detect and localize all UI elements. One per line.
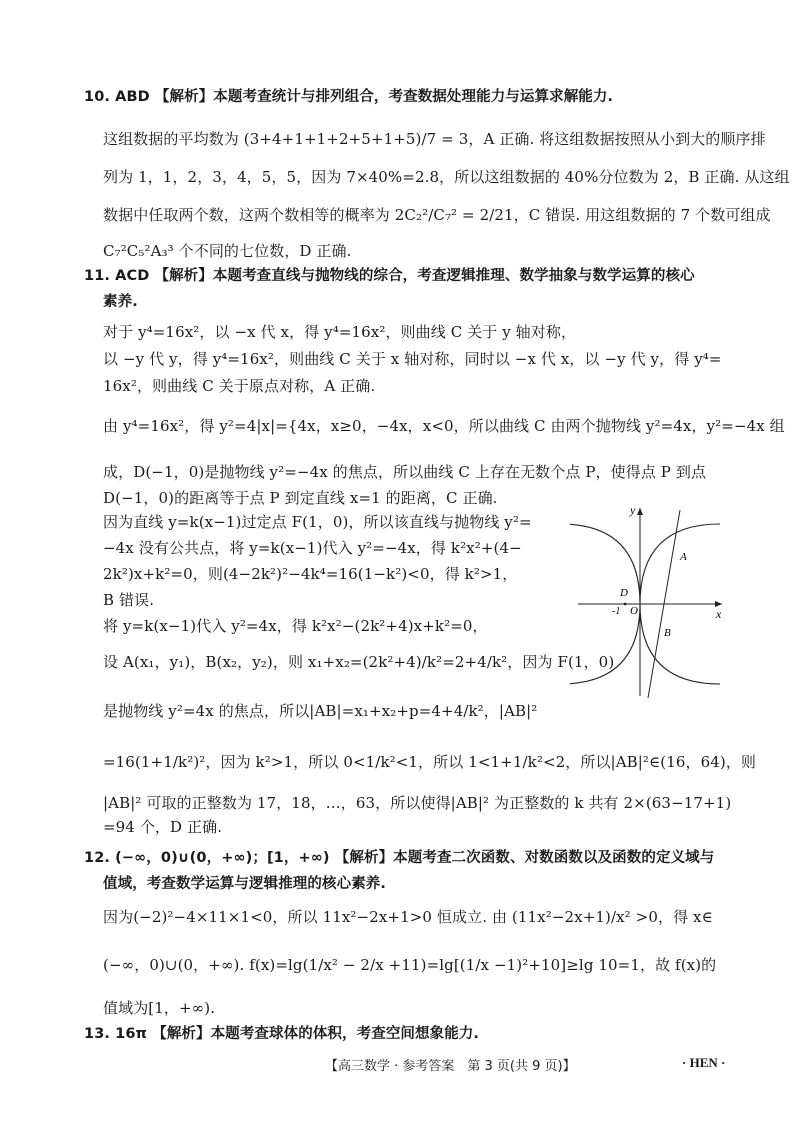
page-footer: 【高三数学 · 参考答案 第 3 页(共 9 页)】 (325, 1059, 576, 1074)
q11-line-11: 将 y=k(x−1)代入 y²=4x，得 k²x²−(2k²+4)x+k²=0， (103, 617, 488, 635)
q10-line-3: 数据中任取两个数，这两个数相等的概率为 2C₂²/C₇² = 2/21，C 错误. 用这组数据的 7 个数可组成 (103, 206, 771, 224)
q11-line-13: 是抛物线 y²=4x 的焦点，所以|AB|=x₁+x₂+p=4+4/k²，|AB|² (103, 702, 538, 720)
q12-line-2: (−∞，0)∪(0，+∞). f(x)=lg(1/x² − 2/x +11)=lg[(1/x −1)²+10]≥lg 10=1，故 f(x)的 (103, 956, 717, 974)
q12-heading-cont: 值域，考查数学运算与逻辑推理的核心素养. (103, 876, 387, 892)
q11-line-9: 2k²)x+k²=0，则(4−2k²)²−4k⁴=16(1−k²)<0，得 k²>1， (103, 565, 518, 583)
q11-line-2: 以 −y 代 y，得 y⁴=16x²，则曲线 C 关于 x 轴对称，同时以 −x 代 x，以 −y 代 y，得 y⁴= (103, 350, 722, 368)
label-origin: O (630, 605, 638, 617)
q13-heading: 13. 16π 【解析】本题考查球体的体积，考查空间想象能力. (84, 1026, 480, 1042)
q11-line-8: −4x 没有公共点，将 y=k(x−1)代入 y²=−4x，得 k²x²+(4− (103, 539, 522, 557)
label-d: D (620, 587, 628, 599)
label-b: B (664, 627, 671, 639)
q11-line-4: 由 y⁴=16x²，得 y²=4|x|={4x，x≥0，−4x，x<0，所以曲线 C 由两个抛物线 y²=4x，y²=−4x 组 (103, 417, 785, 435)
q12-line-3: 值域为[1，+∞). (103, 999, 216, 1017)
q11-heading: 11. ACD 【解析】本题考查直线与抛物线的综合，考查逻辑推理、数学抽象与数学运算的核心 (84, 268, 695, 284)
q11-line-10: B 错误. (103, 591, 155, 609)
q10-line-2: 列为 1，1，2，3，4，5，5，因为 7×40%=2.8，所以这组数据的 40%分位数为 2，B 正确. 从这组 (103, 168, 790, 186)
q12-line-1: 因为(−2)²−4×11×1<0，所以 11x²−2x+1>0 恒成立. 由 (11x²−2x+1)/x² >0，得 x∈ (103, 908, 713, 926)
q10-line-4: C₇²C₅²A₃³ 个不同的七位数，D 正确. (103, 242, 352, 260)
q11-line-5: 成，D(−1，0)是抛物线 y²=−4x 的焦点，所以曲线 C 上存在无数个点 P，使得点 P 到点 (103, 463, 707, 481)
q11-line-1: 对于 y⁴=16x²，以 −x 代 x，得 y⁴=16x²，则曲线 C 关于 y 轴对称， (103, 323, 577, 341)
q11-line-6: D(−1，0)的距离等于点 P 到定直线 x=1 的距离，C 正确. (103, 489, 498, 507)
footer-code: · HEN · (682, 1055, 726, 1070)
q11-line-16: =94 个，D 正确. (103, 818, 223, 836)
y-axis-arrow (637, 508, 643, 515)
label-a: A (680, 551, 687, 563)
q11-line-15: |AB|² 可取的正整数为 17，18，…，63，所以使得|AB|² 为正整数的 k 共有 2×(63−17+1) (103, 794, 732, 812)
q11-line-3: 16x²，则曲线 C 关于原点对称，A 正确. (103, 377, 376, 395)
q11-heading-cont: 素养. (103, 294, 138, 310)
point-d (624, 603, 627, 606)
y-axis-label: y (630, 503, 636, 517)
parabola-figure (570, 500, 730, 700)
label-minus-one: -1 (612, 606, 621, 617)
q11-line-14: =16(1+1/k²)²，因为 k²>1，所以 0<1/k²<1，所以 1<1+1/k²<2，所以|AB|²∈(16，64)，则 (103, 753, 757, 771)
q12-heading: 12. (−∞，0)∪(0，+∞)；[1，+∞) 【解析】本题考查二次函数、对数函数以及函数的定义域与 (84, 850, 715, 866)
q11-line-7: 因为直线 y=k(x−1)过定点 F(1，0)，所以该直线与抛物线 y²= (103, 513, 532, 531)
q11-line-12: 设 A(x₁，y₁)，B(x₂，y₂)，则 x₁+x₂=(2k²+4)/k²=2+4/k²，因为 F(1，0) (103, 653, 615, 671)
q10-line-1: 这组数据的平均数为 (3+4+1+1+2+5+1+5)/7 = 3，A 正确. 将这组数据按照从小到大的顺序排 (103, 130, 766, 148)
q10-heading: 10. ABD 【解析】本题考查统计与排列组合，考查数据处理能力与运算求解能力. (84, 89, 614, 105)
x-axis-label: x (716, 607, 722, 621)
